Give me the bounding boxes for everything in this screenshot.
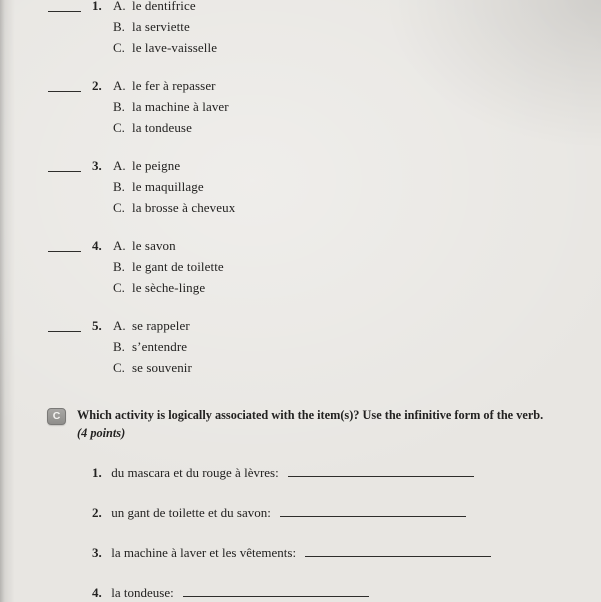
item-text: du mascara et du rouge à lèvres: bbox=[111, 465, 279, 480]
question-number: 5. bbox=[92, 318, 102, 333]
item-number: 3. bbox=[92, 545, 102, 560]
answer-blank[interactable] bbox=[48, 235, 81, 252]
question-3 bbox=[48, 155, 601, 218]
fill-in-item-3 bbox=[92, 544, 601, 562]
instruction-text: Which activity is logically associated with the item(s)? Use the infinitive form of the verb. bbox=[77, 408, 544, 422]
option-text: le savon bbox=[132, 238, 176, 253]
option-text: le gant de toilette bbox=[132, 259, 224, 274]
item-number: 4. bbox=[92, 585, 102, 600]
option-letter: B. bbox=[113, 179, 125, 194]
fill-in-blank[interactable] bbox=[183, 584, 369, 597]
option-letter: C. bbox=[113, 360, 125, 375]
option-letter: B. bbox=[113, 259, 125, 274]
item-text: la machine à laver et les vêtements: bbox=[111, 545, 297, 560]
option-letter: C. bbox=[113, 280, 125, 295]
option-text: la brosse à cheveux bbox=[132, 200, 236, 215]
answer-blank[interactable] bbox=[48, 75, 81, 92]
fill-in-blank[interactable] bbox=[305, 544, 491, 557]
option-letter: B. bbox=[113, 99, 125, 114]
points-label: (4 points) bbox=[77, 426, 126, 440]
option-text: s’entendre bbox=[132, 339, 188, 354]
answer-blank[interactable] bbox=[48, 0, 81, 12]
question-4 bbox=[48, 235, 601, 298]
option-text: la tondeuse bbox=[132, 120, 192, 135]
option-letter: A. bbox=[113, 0, 126, 13]
item-text: un gant de toilette et du savon: bbox=[111, 505, 271, 520]
question-1 bbox=[48, 0, 601, 58]
option-text: la machine à laver bbox=[132, 99, 229, 114]
option-text: se souvenir bbox=[132, 360, 192, 375]
option-letter: B. bbox=[113, 19, 125, 34]
question-5 bbox=[48, 315, 601, 378]
item-number: 2. bbox=[92, 505, 102, 520]
answer-blank[interactable] bbox=[48, 155, 81, 172]
fill-in-blank[interactable] bbox=[288, 464, 474, 477]
answer-blank[interactable] bbox=[48, 315, 81, 332]
fill-in-item-4 bbox=[92, 584, 601, 602]
section-c-badge: C bbox=[47, 408, 66, 425]
option-letter: C. bbox=[113, 40, 125, 55]
section-c-instructions bbox=[77, 406, 543, 442]
fill-in-item-2 bbox=[92, 504, 601, 522]
option-letter: A. bbox=[113, 238, 126, 253]
question-2 bbox=[48, 75, 601, 138]
question-number: 1. bbox=[92, 0, 102, 13]
option-text: se rappeler bbox=[132, 318, 190, 333]
fill-in-section bbox=[0, 464, 601, 602]
fill-in-blank[interactable] bbox=[280, 504, 466, 517]
item-number: 1. bbox=[92, 465, 102, 480]
option-letter: A. bbox=[113, 318, 126, 333]
option-text: le fer à repasser bbox=[132, 78, 216, 93]
question-number: 2. bbox=[92, 78, 102, 93]
option-text: le peigne bbox=[132, 158, 181, 173]
option-letter: B. bbox=[113, 339, 125, 354]
item-text: la tondeuse: bbox=[111, 585, 174, 600]
option-letter: A. bbox=[113, 158, 126, 173]
option-text: la serviette bbox=[132, 19, 190, 34]
fill-in-item-1 bbox=[92, 464, 601, 482]
option-text: le dentifrice bbox=[132, 0, 196, 13]
question-number: 3. bbox=[92, 158, 102, 173]
option-letter: C. bbox=[113, 120, 125, 135]
section-c-header bbox=[0, 406, 601, 442]
option-text: le sèche-linge bbox=[132, 280, 206, 295]
option-text: le lave-vaisselle bbox=[132, 40, 218, 55]
option-text: le maquillage bbox=[132, 179, 204, 194]
option-letter: A. bbox=[113, 78, 126, 93]
option-letter: C. bbox=[113, 200, 125, 215]
question-number: 4. bbox=[92, 238, 102, 253]
